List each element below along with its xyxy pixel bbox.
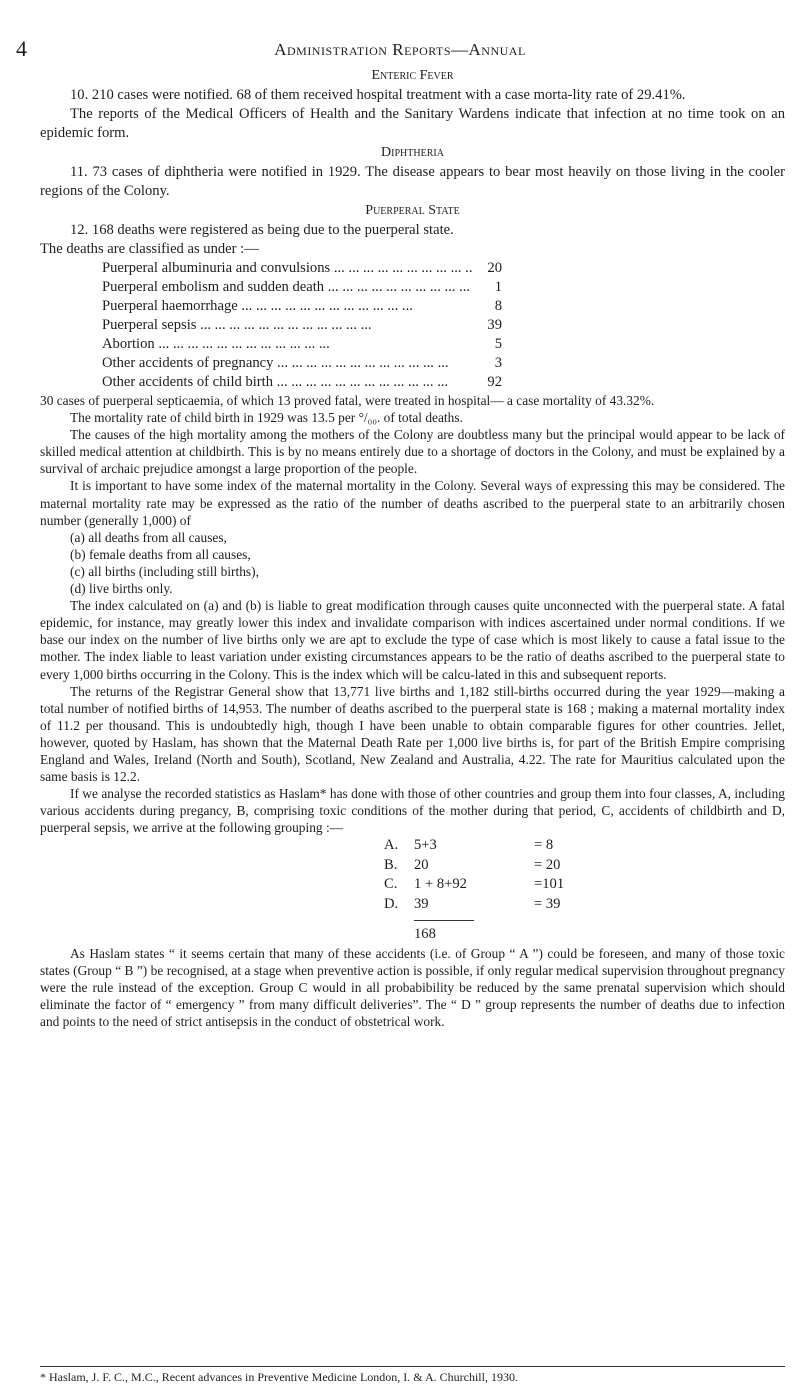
- group-result: = 8: [534, 837, 554, 854]
- group-label: C.: [384, 876, 398, 893]
- mortality-rate-paragraph: The mortality rate of child birth in 1929 was 13.5 per °/₀₀. of total deaths.: [70, 410, 463, 426]
- row-label: Puerperal embolism and sudden death ... .: [102, 278, 472, 297]
- index-calculation-paragraph: The index calculated on (a) and (b) is liable to great modification through causes quite unconnected with the puerperal state. A fatal epidemic, for instance, may greatly lower this index and invalidate comparison with indices ascertained under normal conditions. If we base our index on the number of live births only we are apt to exclude the type of case which is most likely to cause a fatal issue to the mother. The index liable to least variation under existing circumstances appears to be the ratio of deaths ascribed to the puerperal state to every 1,000 births occurring in the Colony. This is the index which will be calcu-lated in this and subsequent reports.: [40, 598, 785, 682]
- row-value: 3: [494, 355, 502, 371]
- table-row: [102, 297, 502, 316]
- row-label: Puerperal albuminuria and convulsions ... .: [102, 259, 472, 278]
- puerperal-heading: Puerperal State: [365, 203, 460, 218]
- table-row: [102, 335, 502, 354]
- row-label: Other accidents of child birth ... .: [102, 373, 472, 392]
- group-expression: 39: [414, 895, 429, 912]
- running-title: Administration Reports—Annual: [274, 40, 526, 59]
- row-value: 5: [494, 336, 502, 352]
- registrar-paragraph: The returns of the Registrar General show that 13,771 live births and 1,182 still-births occurred during the year 1929—making a total number of notified births of 14,953. The number of deaths ascribed to the puerperal state is 168 ; making a maternal mortality index of 11.2 per thousand. This is undoubtedly high, though I have been unable to obtain comparable figures for other countries. Jellet, however, quoted by Haslam, has shown that the Maternal Death Rate per 1,000 live births is, for part of the British Empire comprising England and Wales, Ireland (North and South), Scotland, New Zealand and Australia, 4.22. The rate for Mauritius calculated upon the same basis is 12.2.: [40, 683, 785, 785]
- group-expression: 1 + 8+92: [414, 876, 467, 893]
- list-item: (b) female deaths from all causes,: [70, 546, 251, 562]
- group-expression: 5+3: [414, 837, 437, 854]
- group-label: A.: [384, 837, 399, 854]
- page-body: [40, 66, 785, 1030]
- row-value: 1: [494, 279, 502, 295]
- table-row: [102, 278, 502, 297]
- classification-intro: The deaths are classified as under :—: [40, 241, 259, 257]
- group-result: =101: [534, 876, 565, 893]
- analysis-paragraph: If we analyse the recorded statistics as Haslam* has done with those of other countries and group them into four classes, A, including various accidents during pregancy, B, comprising toxic conditions of the mother during that period, C, accidents of childbirth and D, puerperal sepsis, we arrive at the following grouping :—: [40, 786, 785, 836]
- grouping-table: [384, 836, 785, 945]
- grouping-row: [384, 856, 785, 876]
- grouping-row: [384, 836, 785, 856]
- group-expression: 20: [414, 856, 429, 873]
- enteric-heading: Enteric Fever: [371, 68, 454, 83]
- group-label: D.: [384, 895, 399, 912]
- row-value: 39: [487, 317, 502, 333]
- row-label: Puerperal haemorrhage ... .: [102, 297, 472, 316]
- grouping-row: [384, 875, 785, 895]
- diphtheria-heading: Diphtheria: [381, 145, 444, 160]
- group-result: = 39: [534, 895, 561, 912]
- group-result: = 20: [534, 856, 561, 873]
- index-intro-paragraph: It is important to have some index of the maternal mortality in the Colony. Several ways of expressing this may be considered. The maternal mortality rate may be expressed as the ratio of the number of deaths ascribed to the puerperal state to an arbitrarily chosen number (generally 1,000) of: [40, 478, 785, 528]
- enteric-paragraph: 10. 210 cases were notified. 68 of them received hospital treatment with a case morta-lity rate of 29.41%.: [70, 87, 686, 103]
- group-label: B.: [384, 856, 398, 873]
- haslam-paragraph: As Haslam states “ it seems certain that many of these accidents (i.e. of Group “ A ”) could be foreseen, and many of those toxic states (Group “ B ”) be recognised, at a stage when preventive action is possible, if only regular medical supervision throughout pregnancy were the rule instead of the exception. Group C would in all probabibility be reduced by the same prenatal supervision which should eliminate the factor of “ emergency ” from many difficult deliveries”. The “ D ” group represents the number of deaths due to infection and points to the need of strict antisepsis in the conduct of obstetrical work.: [40, 945, 785, 1030]
- row-label: Other accidents of pregnancy ... .: [102, 354, 472, 373]
- row-value: 92: [487, 374, 502, 390]
- grouping-row: [384, 895, 785, 915]
- list-item: (a) all deaths from all causes,: [70, 529, 227, 545]
- footnote: * Haslam, J. F. C., M.C., Recent advances in Preventive Medicine London, I. & A. Churchill, 1930.: [40, 1366, 785, 1385]
- list-item: (c) all births (including still births),: [70, 563, 259, 579]
- enteric-reports-paragraph: The reports of the Medical Officers of Health and the Sanitary Wardens indicate that infection at no time took on an epidemic form.: [40, 106, 785, 141]
- row-label: Puerperal sepsis ... .: [102, 316, 472, 335]
- table-row: [102, 316, 502, 335]
- table-row: [102, 259, 502, 278]
- row-value: 20: [487, 260, 502, 276]
- causes-paragraph: The causes of the high mortality among the mothers of the Colony are doubtless many but the principal would appear to be lack of skilled medical attention at childbirth. This is by no means entirely due to a shortage of doctors in the Colony, and must be explained by a survival of archaic prejudice amongst a large proportion of the people.: [40, 427, 785, 477]
- death-classification-table: [40, 259, 785, 392]
- list-item: (d) live births only.: [70, 581, 173, 597]
- row-label: Abortion ... .: [102, 335, 472, 354]
- grouping-total: 168: [414, 920, 474, 945]
- puerperal-paragraph: 12. 168 deaths were registered as being due to the puerperal state.: [70, 222, 454, 238]
- table-row: [102, 373, 502, 392]
- septicaemia-paragraph: 30 cases of puerperal septicaemia, of which 13 proved fatal, were treated in hospital— a case mortality of 43.32%.: [40, 393, 655, 408]
- page-number: 4: [16, 36, 27, 61]
- row-value: 8: [494, 298, 502, 314]
- diphtheria-paragraph: 11. 73 cases of diphtheria were notified in 1929. The disease appears to bear most heavily on those living in the cooler regions of the Colony.: [40, 164, 785, 199]
- table-row: [102, 354, 502, 373]
